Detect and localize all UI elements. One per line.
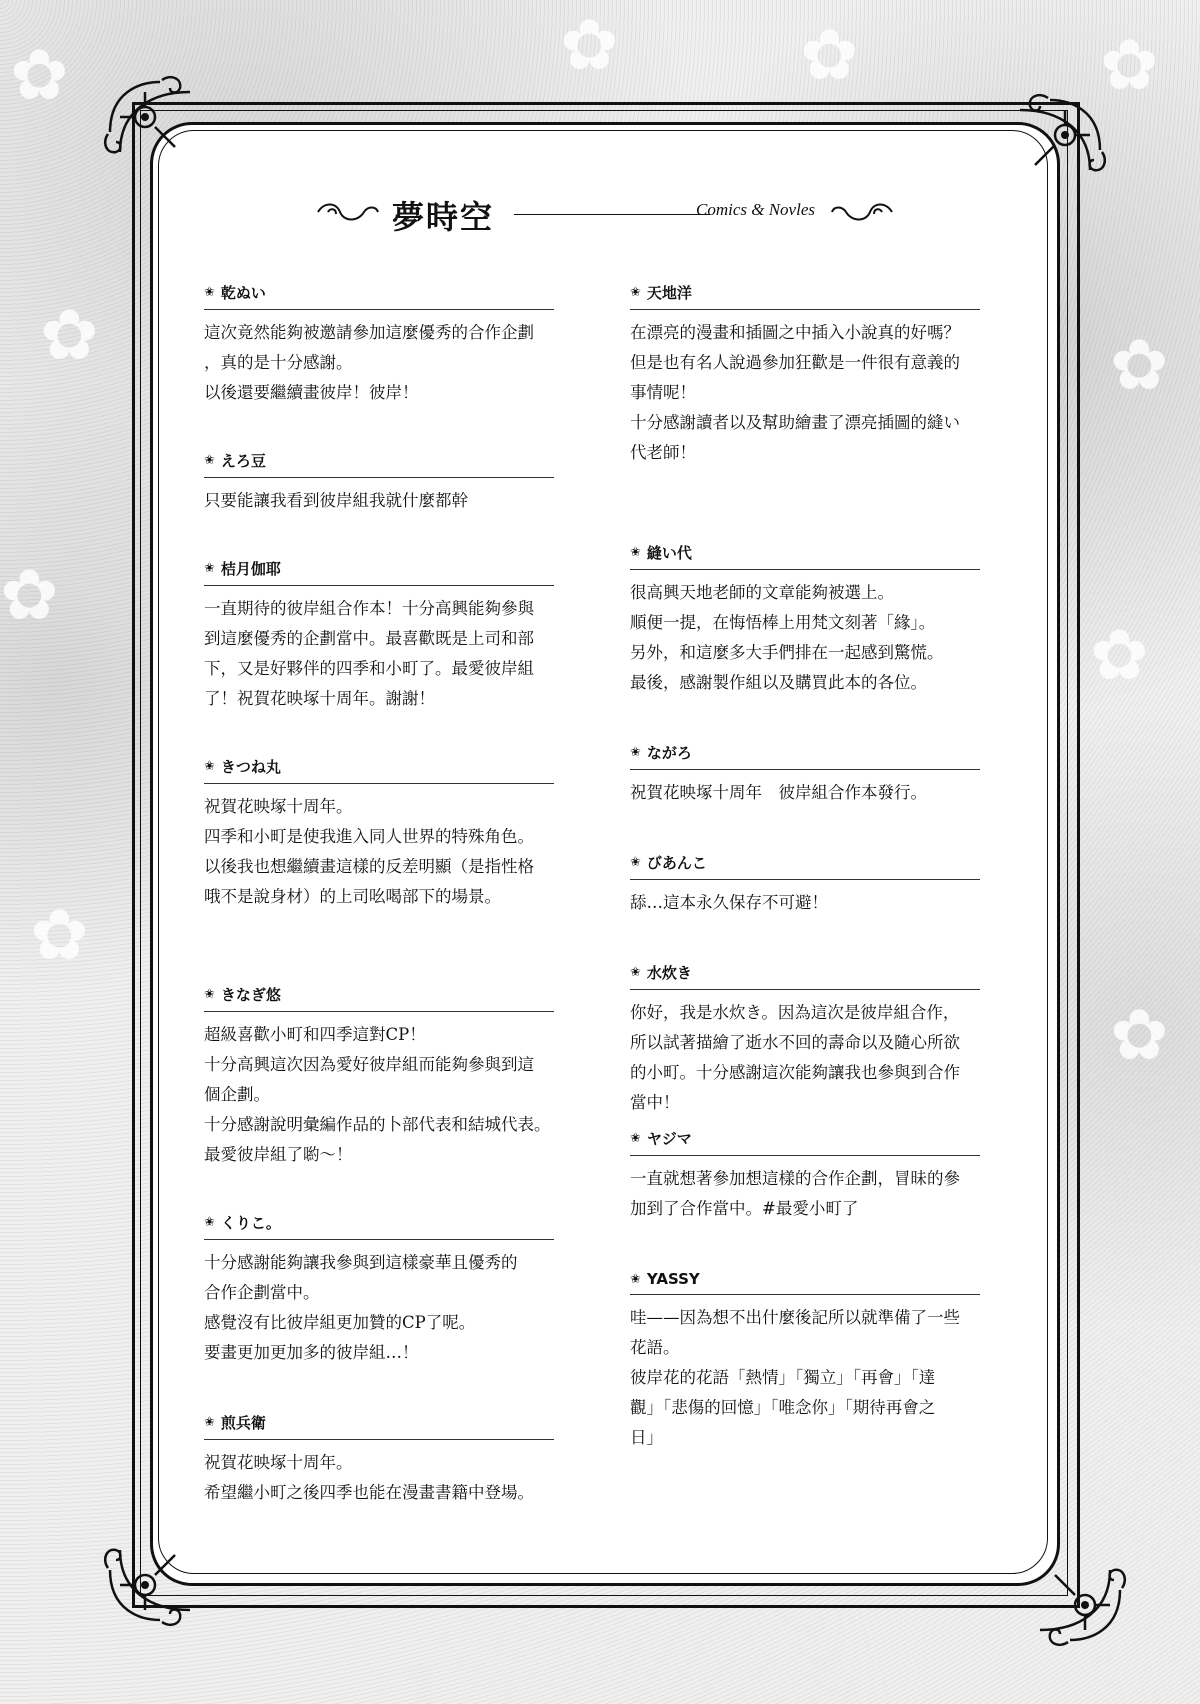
comment-entry bbox=[630, 742, 980, 808]
flower-decoration-icon: ✿ bbox=[10, 34, 69, 116]
ornament-corner-icon bbox=[1020, 1540, 1130, 1650]
comment-text: 祝賀花映塚十周年。 四季和小町是使我進入同人世界的特殊角色。 以後我也想繼續畫這樣的反差明顯（是指性格 哦不是說身材）的上司吆喝部下的場景。 bbox=[204, 797, 534, 906]
author-name: ながろ bbox=[646, 744, 692, 762]
comment-entry bbox=[630, 852, 980, 918]
comment-text: 十分感謝能夠讓我參與到這樣豪華且優秀的 合作企劃當中。 感覺沒有比彼岸組更加贊的CP了呢。 要畫更加更加多的彼岸組…！ bbox=[204, 1253, 518, 1362]
ornament-corner-icon bbox=[100, 1520, 210, 1630]
comment-text: 在漂亮的漫畫和插圖之中插入小說真的好嗎？ 但是也有名人說過參加狂歡是一件很有意義的 事情呢！ 十分感謝讀者以及幫助繪畫了漂亮插圖的縫い 代老師！ bbox=[630, 323, 960, 462]
ornament-corner-icon bbox=[1000, 90, 1110, 200]
comment-text: 祝賀花映塚十周年 彼岸組合作本發行。 bbox=[630, 783, 927, 802]
star-bullet-icon: ✬ bbox=[204, 453, 215, 468]
comment-entry bbox=[204, 450, 554, 516]
flower-decoration-icon: ✿ bbox=[1090, 614, 1149, 696]
comment-entry bbox=[204, 558, 554, 714]
star-bullet-icon: ✬ bbox=[630, 545, 641, 560]
page-title: 夢時空 bbox=[392, 198, 495, 236]
star-bullet-icon: ✬ bbox=[204, 561, 215, 576]
comment-text: 哇——因為想不出什麼後記所以就準備了一些 花語。 彼岸花的花語「熱情」「獨立」「再會」「達 觀」「悲傷的回憶」「唯念你」「期待再會之 日」 bbox=[630, 1308, 960, 1447]
comment-text: 超級喜歡小町和四季這對CP！ 十分高興這次因為愛好彼岸組而能夠參與到這 個企劃。 十分感謝說明彙編作品的卜部代表和結城代表。 最愛彼岸組了喲～！ bbox=[204, 1025, 551, 1164]
star-bullet-icon: ✬ bbox=[204, 285, 215, 300]
star-bullet-icon: ✬ bbox=[630, 1131, 641, 1146]
comment-entry bbox=[204, 1412, 554, 1508]
comment-entry bbox=[630, 282, 980, 468]
author-name: 乾ぬい bbox=[220, 284, 266, 302]
flower-decoration-icon: ✿ bbox=[1100, 24, 1159, 106]
comment-text: 舔…這本永久保存不可避！ bbox=[630, 893, 828, 912]
star-bullet-icon: ✬ bbox=[204, 1215, 215, 1230]
scroll-flourish-left-icon bbox=[314, 202, 382, 222]
comment-entry bbox=[204, 756, 554, 912]
star-bullet-icon: ✬ bbox=[630, 745, 641, 760]
author-name: えろ豆 bbox=[220, 452, 266, 470]
star-bullet-icon: ✬ bbox=[630, 965, 641, 980]
author-name: きなぎ悠 bbox=[220, 986, 281, 1004]
page-header bbox=[300, 188, 900, 238]
star-bullet-icon: ✬ bbox=[204, 1415, 215, 1430]
comment-text: 祝賀花映塚十周年。 希望繼小町之後四季也能在漫畫書籍中登場。 bbox=[204, 1453, 534, 1502]
comment-text: 只要能讓我看到彼岸組我就什麼都幹 bbox=[204, 491, 468, 510]
comment-entry bbox=[204, 984, 554, 1170]
author-name: 桔月伽耶 bbox=[220, 560, 281, 578]
comment-entry bbox=[630, 542, 980, 698]
author-name: びあんこ bbox=[646, 854, 707, 872]
author-name: YASSY bbox=[646, 1270, 700, 1288]
flower-decoration-icon: ✿ bbox=[1110, 324, 1169, 406]
comment-entry bbox=[630, 1270, 980, 1453]
star-bullet-icon: ✬ bbox=[630, 1271, 641, 1287]
flower-decoration-icon: ✿ bbox=[40, 294, 99, 376]
comment-text: 很高興天地老師的文章能夠被選上。 順便一提，在悔悟棒上用梵文刻著「緣」。 另外，和這麼多大手們排在一起感到驚慌。 最後，感謝製作組以及購買此本的各位。 bbox=[630, 583, 944, 692]
star-bullet-icon: ✬ bbox=[630, 855, 641, 870]
ornament-corner-icon bbox=[100, 72, 210, 182]
author-name: 煎兵衛 bbox=[220, 1414, 266, 1432]
flower-decoration-icon: ✿ bbox=[800, 14, 859, 96]
page-subtitle: Comics & Novles bbox=[696, 200, 815, 219]
flower-decoration-icon: ✿ bbox=[1110, 994, 1169, 1076]
comment-text: 一直期待的彼岸組合作本！十分高興能夠參與 到這麼優秀的企劃當中。最喜歡既是上司和部 下，又是好夥伴的四季和小町了。最愛彼岸組 了！祝賀花映塚十周年。謝謝！ bbox=[204, 599, 534, 708]
author-name: ヤジマ bbox=[646, 1130, 692, 1148]
author-name: くりこ。 bbox=[220, 1214, 281, 1232]
comment-text: 你好，我是水炊き。因為這次是彼岸組合作， 所以試著描繪了逝水不回的壽命以及隨心所欲 的小町。十分感謝這次能夠讓我也參與到合作 當中！ bbox=[630, 1003, 960, 1112]
comment-text: 一直就想著參加想這樣的合作企劃，冒昧的參 加到了合作當中。#最愛小町了 bbox=[630, 1169, 960, 1218]
author-name: 縫い代 bbox=[646, 544, 692, 562]
comment-text: 這次竟然能夠被邀請參加這麼優秀的合作企劃 ，真的是十分感謝。 以後還要繼續畫彼岸！彼岸！ bbox=[204, 323, 534, 402]
author-name: 水炊き bbox=[646, 964, 692, 982]
header-rule bbox=[514, 214, 710, 215]
star-bullet-icon: ✬ bbox=[204, 987, 215, 1002]
comment-entry bbox=[630, 1128, 980, 1224]
flower-decoration-icon: ✿ bbox=[0, 554, 59, 636]
author-name: 天地洋 bbox=[646, 284, 692, 302]
flower-decoration-icon: ✿ bbox=[30, 894, 89, 976]
star-bullet-icon: ✬ bbox=[204, 759, 215, 774]
comment-entry bbox=[630, 962, 980, 1118]
comment-entry bbox=[204, 282, 554, 408]
flower-decoration-icon: ✿ bbox=[560, 4, 619, 86]
comment-entry bbox=[204, 1212, 554, 1368]
star-bullet-icon: ✬ bbox=[630, 285, 641, 300]
author-name: きつね丸 bbox=[220, 758, 281, 776]
scroll-flourish-right-icon bbox=[828, 202, 896, 222]
